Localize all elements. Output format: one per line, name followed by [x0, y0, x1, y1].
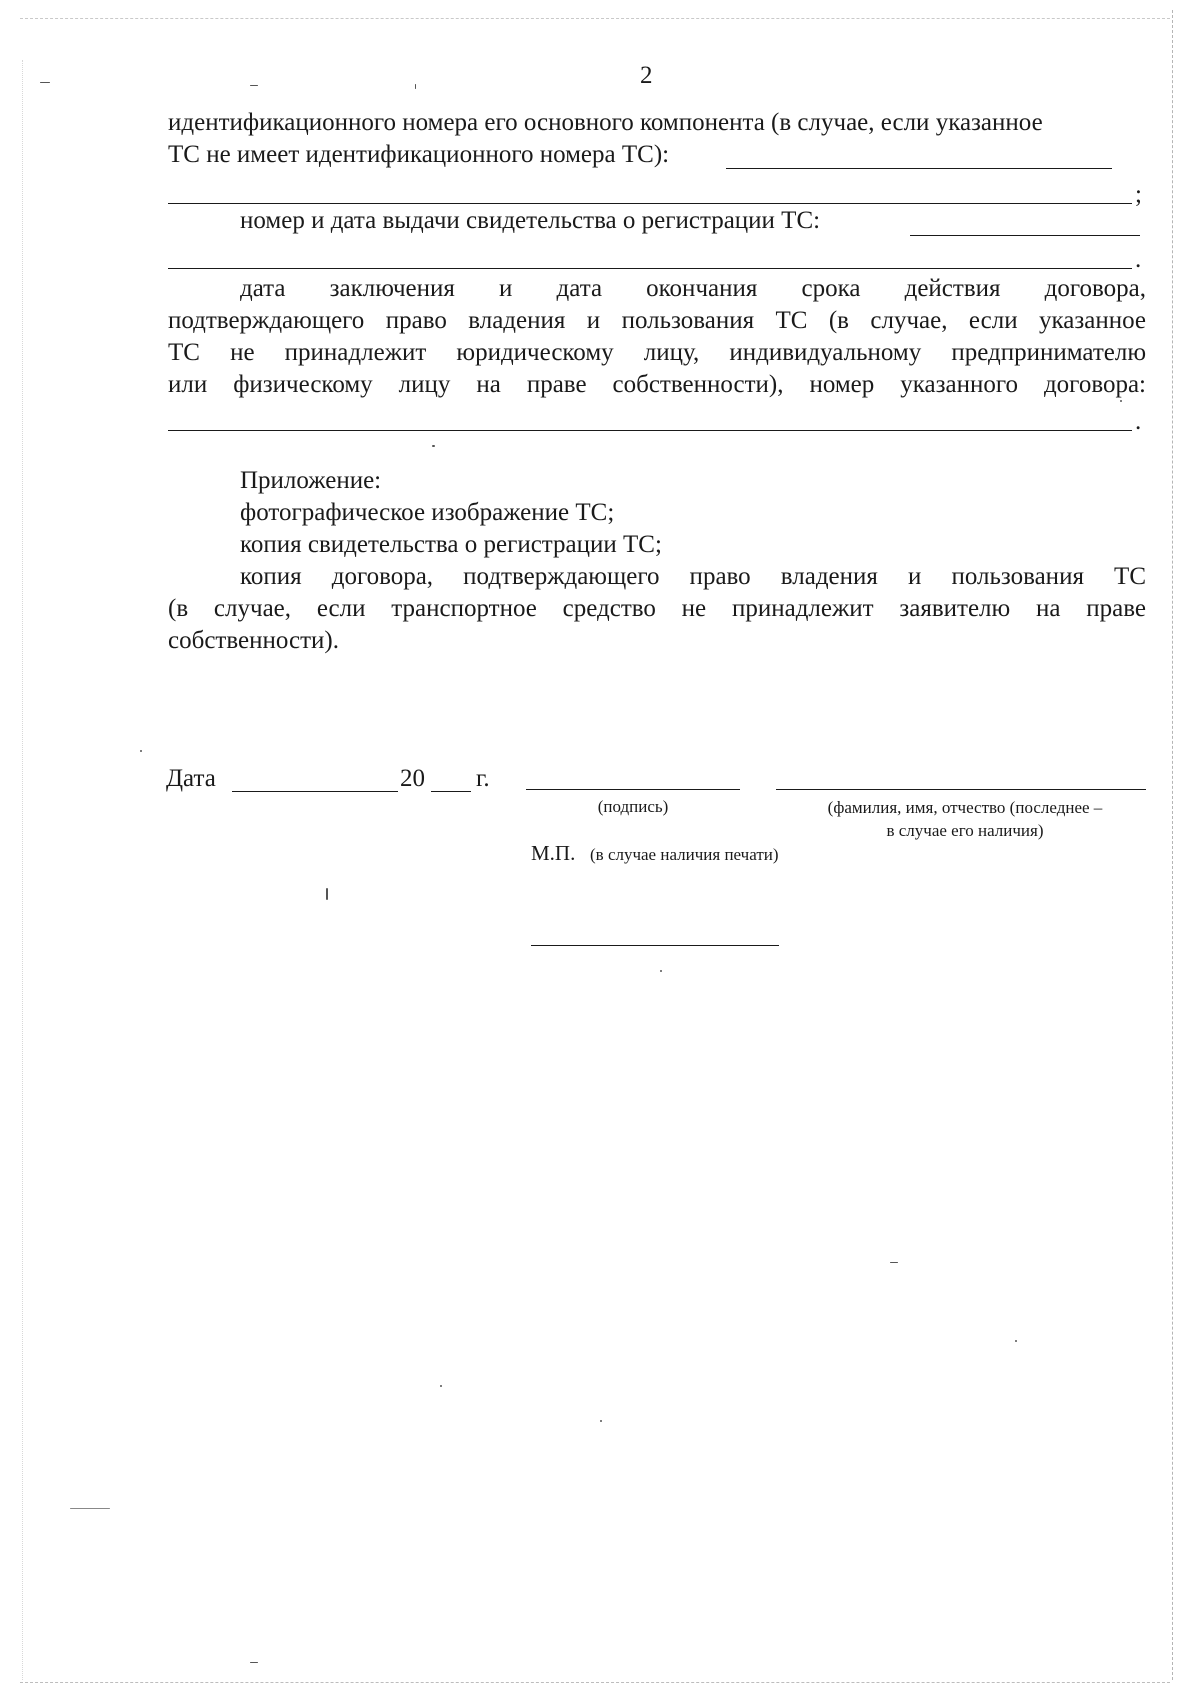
- semicolon: ;: [1135, 181, 1142, 208]
- body-line: ТС не принадлежит юридическому лицу, индивидуальному предпринимателю: [168, 339, 1146, 366]
- fill-in-line: [168, 430, 1132, 431]
- appendix-item: собственности).: [168, 627, 339, 654]
- page-number: 2: [640, 62, 653, 89]
- fill-in-line: [910, 235, 1140, 236]
- year-fill-line: [431, 791, 471, 792]
- appendix-item: (в случае, если транспортное средство не принадлежит заявителю на праве: [168, 595, 1146, 622]
- scan-edge-bottom: [20, 1682, 1170, 1683]
- full-name-line: [776, 789, 1146, 790]
- appendix-item: копия договора, подтверждающего право владения и пользования ТС: [240, 563, 1146, 590]
- appendix-heading: Приложение:: [240, 467, 382, 494]
- body-line: дата заключения и дата окончания срока действия договора,: [240, 275, 1146, 302]
- scan-speck: [600, 1420, 602, 1422]
- name-caption: в случае его наличия): [886, 821, 1044, 840]
- scan-speck: [1015, 1340, 1017, 1342]
- year-suffix: г.: [476, 765, 490, 792]
- date-fill-line: [232, 791, 398, 792]
- year-prefix: 20: [400, 765, 425, 792]
- scan-speck: [70, 1508, 110, 1509]
- scan-speck: [440, 1385, 442, 1387]
- signature-line: [526, 789, 740, 790]
- body-line: или физическому лицу на праве собственности), номер указанного договора:: [168, 371, 1146, 398]
- scan-speck: [140, 750, 142, 752]
- closing-rule: [531, 945, 779, 946]
- period: .: [1135, 246, 1142, 273]
- scan-speck: [326, 888, 328, 900]
- stamp-note: (в случае наличия печати): [590, 845, 779, 864]
- signature-caption: (подпись): [597, 797, 669, 816]
- scan-speck: [250, 85, 258, 86]
- scan-speck: [432, 445, 435, 447]
- body-line: номер и дата выдачи свидетельства о регистрации ТС:: [240, 207, 821, 234]
- fill-in-line: [726, 168, 1112, 169]
- scan-edge-right: [1172, 10, 1173, 1680]
- period: .: [1135, 408, 1142, 435]
- appendix-item: фотографическое изображение ТС;: [240, 499, 615, 526]
- body-line: идентификационного номера его основного компонента (в случае, если указанное: [168, 109, 1043, 136]
- scan-edge-top: [20, 18, 1170, 19]
- scan-speck: [1120, 400, 1122, 402]
- body-line: подтверждающего право владения и пользования ТС (в случае, если указанное: [168, 307, 1146, 334]
- scan-speck: [40, 82, 50, 83]
- body-line: ТС не имеет идентификационного номера ТС):: [168, 141, 670, 168]
- stamp-label: М.П.: [531, 841, 576, 865]
- name-caption: (фамилия, имя, отчество (последнее –: [827, 798, 1103, 817]
- scan-speck: [890, 1262, 898, 1263]
- date-label: Дата: [166, 765, 216, 792]
- fill-in-line: [168, 203, 1132, 204]
- appendix-item: копия свидетельства о регистрации ТС;: [240, 531, 662, 558]
- scan-speck: [250, 1662, 258, 1663]
- fill-in-line: [168, 268, 1132, 269]
- scan-speck: [415, 84, 416, 89]
- scan-edge-left: [22, 60, 23, 1680]
- scan-speck: [660, 970, 662, 972]
